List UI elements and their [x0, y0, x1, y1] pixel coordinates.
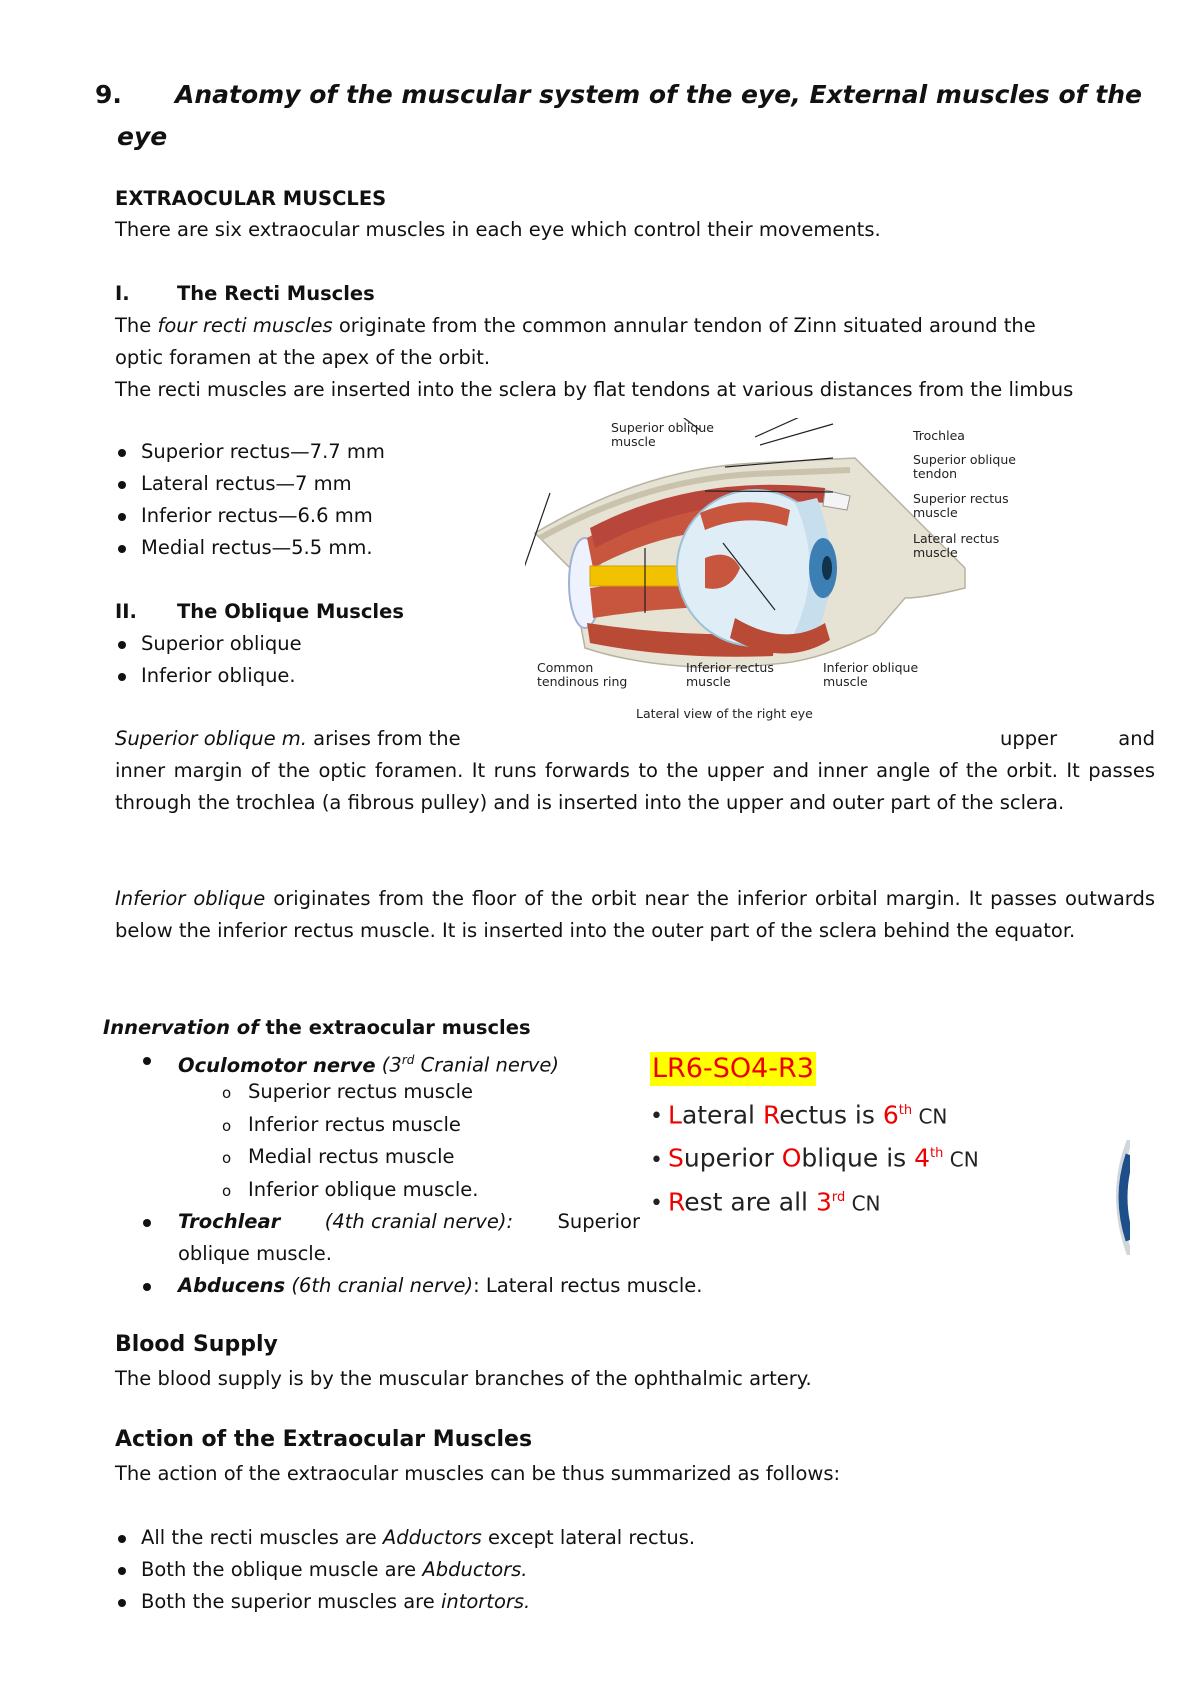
bullet	[143, 1283, 151, 1291]
mnemonic-line-2	[650, 1135, 1140, 1178]
text-run: All the recti muscles are	[141, 1526, 383, 1549]
text-run: originates from the floor of the orbit near the inferior orbital margin. It passes outwards below the inferior rectus muscle. It is inserted into the outer part of the sclera behind the equator.	[115, 887, 1155, 942]
blood-supply-heading: Blood Supply	[115, 1332, 278, 1357]
text-run: Innervation of	[103, 1016, 259, 1039]
label-superior-rectus	[913, 492, 1009, 520]
text-run: intortors.	[440, 1590, 531, 1613]
label-superior-oblique-tendon	[913, 453, 1016, 481]
recti-list	[115, 436, 385, 564]
text-run: R	[762, 1100, 780, 1130]
blood-supply-text: The blood supply is by the muscular branches of the ophthalmic artery.	[115, 1367, 812, 1390]
bullet: •	[650, 1147, 663, 1173]
sup-oblique-lead	[115, 723, 461, 755]
section-number: 9.	[95, 80, 122, 109]
recti-paragraph-2: The recti muscles are inserted into the sclera by flat tendons at various distances from the limbus	[115, 378, 1074, 401]
action-list	[115, 1522, 695, 1618]
text-run: 4	[914, 1143, 931, 1173]
label-line: Superior oblique	[913, 452, 1016, 467]
mnemonic-line-3	[650, 1179, 1140, 1222]
slide-edge-graphic	[1108, 1140, 1130, 1255]
label-inferior-oblique	[823, 661, 918, 689]
mnemonic-line-1	[650, 1092, 1140, 1135]
trochlear-line-1	[140, 1206, 640, 1238]
label-lateral-rectus	[913, 532, 999, 560]
label-line: muscle	[611, 434, 656, 449]
four-recti-term: four recti muscles	[157, 314, 333, 337]
list-item: Lateral rectus—7 mm	[115, 468, 385, 500]
text-run: The	[115, 314, 158, 337]
text-run: 3	[815, 1186, 832, 1216]
list-item	[115, 1522, 695, 1554]
text-run: Trochlear	[178, 1210, 281, 1233]
text-run: Adductors	[382, 1526, 482, 1549]
oculomotor-list	[218, 1076, 478, 1206]
recti-title: The Recti Muscles	[177, 282, 375, 305]
text-run: optic foramen at the apex of the orbit.	[115, 346, 491, 369]
label-line: muscle	[913, 545, 958, 560]
text-run: uperior	[683, 1143, 782, 1173]
page-title	[95, 74, 1155, 158]
trochlear-line-2: oblique muscle.	[178, 1242, 332, 1265]
oblique-heading	[115, 596, 404, 628]
text-run: Abductors.	[422, 1558, 528, 1581]
label-line: Inferior rectus	[686, 660, 774, 675]
cranial-nerve-mnemonic	[650, 1052, 1140, 1262]
label-line: Superior oblique	[611, 420, 714, 435]
label-line: Lateral rectus	[913, 531, 1000, 546]
text-run: 6	[882, 1100, 899, 1130]
figure-caption: Lateral view of the right eye	[636, 706, 813, 721]
label-line: Common	[537, 660, 594, 675]
text-run: O	[781, 1143, 802, 1173]
oblique-list	[115, 628, 302, 692]
action-heading: Action of the Extraocular Muscles	[115, 1427, 533, 1452]
text-run: S	[668, 1143, 684, 1173]
list-item: o Superior rectus muscle	[218, 1076, 478, 1109]
text-run: Cranial nerve)	[414, 1053, 560, 1077]
oblique-title: The Oblique Muscles	[177, 600, 404, 623]
text-run: CN	[845, 1190, 881, 1215]
label-trochlea: Trochlea	[913, 428, 965, 443]
sup-oblique-right-words: upper and	[1000, 727, 1155, 750]
list-item: Superior oblique	[115, 628, 302, 660]
text-run: L	[668, 1100, 682, 1130]
text-run: Both the oblique muscle are	[141, 1558, 423, 1581]
text-run: CN	[943, 1147, 979, 1172]
title-line-2: eye	[117, 122, 168, 151]
mnemonic-title: LR6-SO4-R3	[652, 1053, 814, 1084]
text-run: Abducens	[178, 1274, 286, 1297]
innervation-heading	[103, 1012, 531, 1044]
text-run: (4th cranial nerve):	[324, 1210, 514, 1233]
text-run: rd	[401, 1053, 415, 1067]
sup-oblique-term: Superior oblique m.	[115, 727, 307, 750]
text-run: ateral	[681, 1100, 763, 1130]
text-run: Superior	[557, 1210, 640, 1233]
text-run: CN	[912, 1104, 948, 1129]
text-run: th	[930, 1146, 944, 1162]
text-run: th	[898, 1103, 913, 1118]
bullet	[143, 1057, 151, 1065]
text-run: (6th cranial nerve)	[285, 1274, 474, 1297]
label-line: muscle	[823, 674, 868, 689]
title-line-1: Anatomy of the muscular system of the eye, External muscles of the	[175, 80, 1142, 109]
text-run: the extraocular muscles	[258, 1016, 531, 1039]
text-run: rd	[831, 1189, 846, 1205]
text-run: blique is	[801, 1143, 915, 1173]
text-run: except lateral rectus.	[481, 1526, 696, 1549]
text-run: est are all	[684, 1186, 816, 1216]
text-run: ectus is	[779, 1100, 883, 1130]
label-common-tendinous-ring	[537, 661, 627, 689]
list-item: o Inferior rectus muscle	[218, 1109, 478, 1142]
text-run: originate from the common annular tendon of Zinn situated around the	[332, 314, 1036, 337]
label-superior-oblique-muscle	[611, 421, 714, 449]
list-item	[115, 1586, 695, 1618]
label-line: Inferior oblique	[823, 660, 919, 675]
list-item: Inferior rectus—6.6 mm	[115, 500, 385, 532]
oblique-number: II.	[115, 600, 137, 623]
inf-oblique-paragraph	[115, 883, 1155, 947]
list-item: o Inferior oblique muscle.	[218, 1174, 478, 1207]
recti-paragraph-1	[115, 310, 1165, 374]
list-item: Medial rectus—5.5 mm.	[115, 532, 385, 564]
extraocular-text: There are six extraocular muscles in each eye which control their movements.	[115, 218, 881, 241]
list-item	[115, 1554, 695, 1586]
text-run: Both the superior muscles are	[141, 1590, 441, 1613]
text-run: arises from the	[306, 727, 461, 750]
text-run: (3	[375, 1053, 402, 1077]
bullet	[143, 1219, 151, 1227]
recti-heading	[115, 278, 375, 310]
list-item: o Medial rectus muscle	[218, 1141, 478, 1174]
label-line: muscle	[913, 505, 958, 520]
list-item: Inferior oblique.	[115, 660, 302, 692]
label-line: tendinous ring	[537, 674, 628, 689]
text-run: Oculomotor nerve	[178, 1053, 376, 1077]
bullet: •	[650, 1190, 663, 1216]
action-text: The action of the extraocular muscles can be thus summarized as follows:	[115, 1462, 841, 1485]
label-line: tendon	[913, 466, 958, 481]
recti-number: I.	[115, 282, 130, 305]
label-line: Superior rectus	[913, 491, 1009, 506]
list-item: Superior rectus—7.7 mm	[115, 436, 385, 468]
label-inferior-rectus	[686, 661, 774, 689]
text-run: : Lateral rectus muscle.	[473, 1274, 703, 1297]
trochlear-item	[140, 1206, 640, 1270]
pupil	[822, 556, 832, 580]
inf-oblique-term: Inferior oblique	[115, 887, 266, 910]
abducens-item	[140, 1270, 702, 1302]
sup-oblique-paragraph: inner margin of the optic foramen. It runs forwards to the upper and inner angle of the orbit. It passes through the trochlea (a fibrous pulley) and is inserted into the upper and outer part of the sclera.	[115, 759, 1155, 814]
label-line: muscle	[686, 674, 731, 689]
extraocular-heading: EXTRAOCULAR MUSCLES	[115, 187, 387, 210]
text-run: R	[668, 1186, 685, 1216]
bullet: •	[650, 1104, 663, 1130]
